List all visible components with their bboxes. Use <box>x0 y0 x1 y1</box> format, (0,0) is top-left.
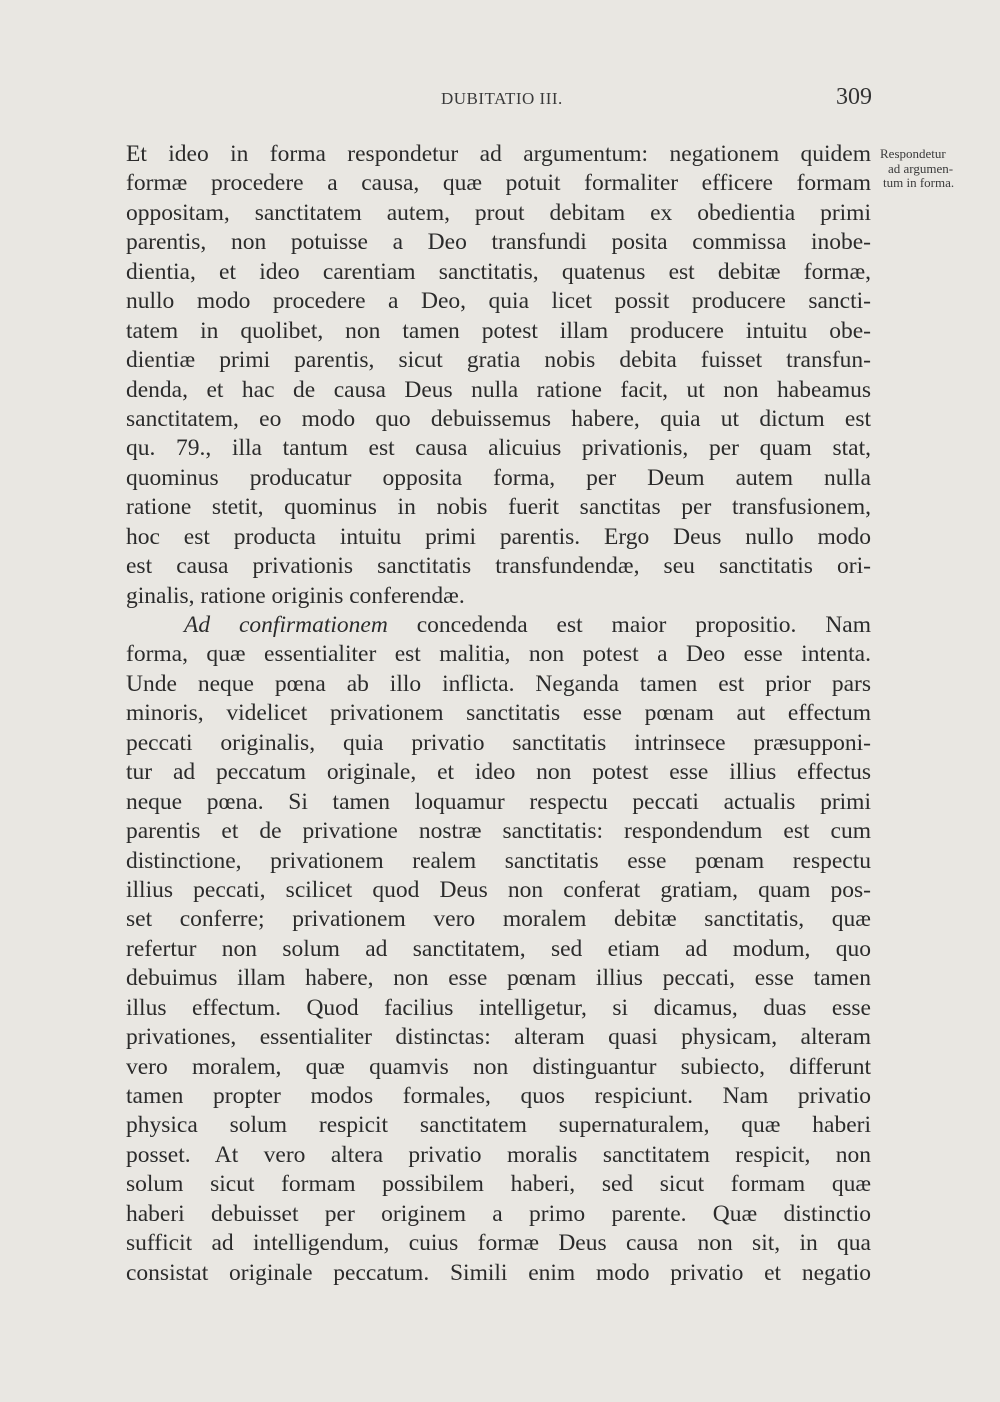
text-line: vero moralem, quæ quamvis non distinguantur subiecto, differunt <box>126 1053 871 1080</box>
text-line: Et ideo in forma respondetur ad argumentum: negationem quidem <box>126 141 871 167</box>
text-line: hoc est producta intuitu primi parentis. Ergo Deus nullo modo <box>126 523 871 550</box>
text-line: refertur non solum ad sanctitatem, sed etiam ad modum, quo <box>126 935 871 962</box>
italic-lead: Ad confirmationem <box>184 612 388 638</box>
text-line: oppositam, sanctitatem autem, prout debitam ex obedientia primi <box>126 199 871 226</box>
text-line-rest: concedenda est maior propositio. Nam <box>416 612 872 638</box>
text-line: dientia, et ideo carentiam sanctitatis, quatenus est debitæ formæ, <box>126 258 871 285</box>
text-line: ginalis, ratione originis conferendæ. <box>126 582 465 609</box>
text-line: Unde neque pœna ab illo inflicta. Neganda tamen est prior pars <box>126 670 871 697</box>
text-line: physica solum respicit sanctitatem supernaturalem, quæ haberi <box>126 1112 871 1139</box>
text-line: haberi debuisset per originem a primo parente. Quæ distinctio <box>126 1200 871 1227</box>
paragraph-start-line <box>126 611 871 640</box>
text-line: consistat originale peccatum. Simili enim modo privatio et negatio <box>126 1259 871 1286</box>
text-line: set conferre; privationem vero moralem debitæ sanctitatis, quæ <box>126 906 871 933</box>
text-line: forma, quæ essentialiter est malitia, non potest a Deo esse intenta. <box>126 641 871 668</box>
text-line: dientiæ primi parentis, sicut gratia nobis debita fuisset transfun- <box>126 347 871 374</box>
text-line: denda, et hac de causa Deus nulla ratione facit, ut non habeamus <box>126 376 871 403</box>
text-line: neque pœna. Si tamen loquamur respectu peccati actualis primi <box>126 788 871 815</box>
text-line: formæ procedere a causa, quæ potuit formaliter efficere formam <box>126 170 871 197</box>
page-number: 309 <box>836 84 872 110</box>
text-line: quominus producatur opposita forma, per Deum autem nulla <box>126 464 871 491</box>
text-line: posset. At vero altera privatio moralis sanctitatem respicit, non <box>126 1141 871 1168</box>
text-line: distinctione, privationem realem sanctitatis esse pœnam respectu <box>126 847 871 874</box>
text-line: privationes, essentialiter distinctas: alteram quasi physicam, alteram <box>126 1024 871 1051</box>
text-line: sufficit ad intelligendum, cuius formæ Deus causa non sit, in qua <box>126 1230 871 1257</box>
body-text <box>126 140 871 1288</box>
text-line: debuimus illam habere, non esse pœnam illius peccati, esse tamen <box>126 965 871 992</box>
text-line: sanctitatem, eo modo quo debuissemus habere, quia ut dictum est <box>126 405 871 432</box>
text-line: nullo modo procedere a Deo, quia licet possit producere sancti- <box>126 288 871 315</box>
text-line: tur ad peccatum originale, et ideo non potest esse illius effectus <box>126 759 871 786</box>
running-title: DUBITATIO III. <box>441 89 563 108</box>
text-line: peccati originalis, quia privatio sanctitatis intrinsece præsupponi- <box>126 729 871 756</box>
margin-note-line: tum in forma. <box>883 175 955 190</box>
text-line: minoris, videlicet privationem sanctitatis esse pœnam aut effectum <box>126 700 871 727</box>
text-line: parentis et de privatione nostræ sanctitatis: respondendum est cum <box>126 818 871 845</box>
text-line: solum sicut formam possibilem haberi, sed sicut formam quæ <box>126 1171 871 1198</box>
text-line: ratione stetit, quominus in nobis fuerit sanctitas per transfusionem, <box>126 494 871 521</box>
text-line: illus effectum. Quod facilius intelligetur, si dicamus, duas esse <box>126 994 871 1021</box>
margin-note-line: ad argumen- <box>888 160 954 176</box>
text-line: illius peccati, scilicet quod Deus non conferat gratiam, quam pos- <box>126 876 871 903</box>
text-line: qu. 79., illa tantum est causa alicuius privationis, per quam stat, <box>126 435 871 462</box>
margin-note-line: Respondetur <box>880 146 946 161</box>
text-line: est causa privationis sanctitatis transfundendæ, seu sanctitatis ori- <box>126 553 871 580</box>
text-line: tamen propter modos formales, quos respiciunt. Nam privatio <box>126 1083 871 1109</box>
text-line: tatem in quolibet, non tamen potest illam producere intuitu obe- <box>126 317 871 344</box>
margin-note <box>880 147 992 191</box>
text-line: parentis, non potuisse a Deo transfundi posita commissa inobe- <box>126 229 871 256</box>
